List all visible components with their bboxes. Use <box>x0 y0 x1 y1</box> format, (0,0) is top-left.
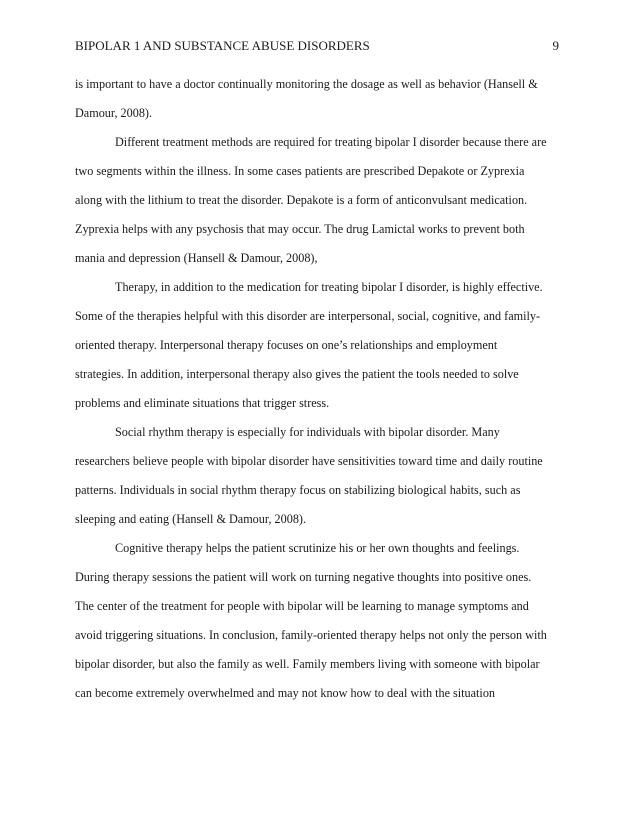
paragraph-first-line: Cognitive therapy helps the patient scrutinize his or her own thoughts and feelings. <box>115 541 520 555</box>
text-line: strategies. In addition, interpersonal therapy also gives the patient the tools needed to solve <box>75 367 519 381</box>
text-line: Some of the therapies helpful with this disorder are interpersonal, social, cognitive, and family- <box>75 309 541 323</box>
page-header <box>75 36 563 56</box>
text-line: oriented therapy. Interpersonal therapy focuses on one’s relationships and employment <box>75 338 498 352</box>
text-line: mania and depression (Hansell & Damour, 2008), <box>75 251 318 265</box>
text-line: is important to have a doctor continually monitoring the dosage as well as behavior (Hansell & <box>75 77 538 91</box>
text-line: The center of the treatment for people with bipolar will be learning to manage symptoms and <box>75 599 529 613</box>
text-line: During therapy sessions the patient will work on turning negative thoughts into positive ones. <box>75 570 532 584</box>
text-line: sleeping and eating (Hansell & Damour, 2008). <box>75 512 307 526</box>
text-line: Zyprexia helps with any psychosis that may occur. The drug Lamictal works to prevent both <box>75 222 525 236</box>
paragraph-first-line: Therapy, in addition to the medication for treating bipolar I disorder, is highly effective. <box>115 280 543 294</box>
paragraph-first-line: Social rhythm therapy is especially for individuals with bipolar disorder. Many <box>115 425 500 439</box>
body-text <box>75 70 565 708</box>
text-line: patterns. Individuals in social rhythm therapy focus on stabilizing biological habits, such as <box>75 483 521 497</box>
text-line: Damour, 2008). <box>75 106 153 120</box>
text-line: along with the lithium to treat the disorder. Depakote is a form of anticonvulsant medication. <box>75 193 528 207</box>
text-line: avoid triggering situations. In conclusion, family-oriented therapy helps not only the person with <box>75 628 547 642</box>
text-line: researchers believe people with bipolar disorder have sensitivities toward time and daily routine <box>75 454 543 468</box>
text-line: bipolar disorder, but also the family as well. Family members living with someone with bipolar <box>75 657 540 671</box>
text-line: problems and eliminate situations that trigger stress. <box>75 396 330 410</box>
paragraph-first-line: Different treatment methods are required for treating bipolar I disorder because there are <box>115 135 547 149</box>
text-line: two segments within the illness. In some cases patients are prescribed Depakote or Zyprexia <box>75 164 525 178</box>
page-number: 9 <box>552 38 559 53</box>
running-head: BIPOLAR 1 AND SUBSTANCE ABUSE DISORDERS <box>75 38 370 53</box>
text-line: can become extremely overwhelmed and may not know how to deal with the situation <box>75 686 496 700</box>
